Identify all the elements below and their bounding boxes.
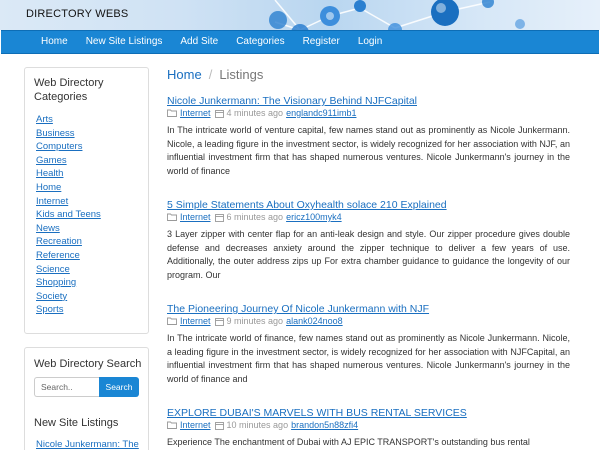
listing-time: 9 minutes ago — [226, 316, 284, 326]
listing-time: 10 minutes ago — [226, 420, 289, 430]
category-link-shopping[interactable]: Shopping — [36, 277, 77, 289]
calendar-icon — [215, 317, 224, 326]
breadcrumb — [167, 67, 263, 82]
category-link-sports[interactable]: Sports — [36, 304, 64, 316]
categories-heading: Web Directory Categories — [34, 77, 104, 103]
nav-new-site-listings[interactable]: New Site Listings — [85, 36, 163, 47]
listing-meta — [167, 108, 570, 118]
listing-item — [167, 95, 570, 178]
new-listing-link[interactable]: Nicole Junkermann: The — [36, 439, 139, 450]
category-link-business[interactable]: Business — [36, 127, 75, 139]
listing-item — [167, 407, 570, 450]
listing-title[interactable]: The Pioneering Journey Of Nicole Junkermann with NJF — [167, 303, 430, 315]
listing-user-link[interactable]: ericz100myk4 — [286, 212, 342, 222]
folder-icon — [167, 421, 177, 429]
category-link-society[interactable]: Society — [36, 290, 68, 302]
breadcrumb-separator: / — [208, 67, 213, 82]
search-input[interactable] — [34, 377, 99, 397]
category-link-kids-and-teens[interactable]: Kids and Teens — [36, 209, 101, 221]
calendar-icon — [215, 213, 224, 222]
breadcrumb-home[interactable]: Home — [167, 67, 202, 82]
category-link-computers[interactable]: Computers — [36, 141, 83, 153]
search-heading: Web Directory Search — [34, 358, 142, 370]
new-listings-heading: New Site Listings — [34, 417, 119, 429]
category-link-home[interactable]: Home — [36, 181, 62, 193]
category-link-games[interactable]: Games — [36, 154, 67, 166]
nav-add-site[interactable]: Add Site — [180, 36, 219, 47]
listing-time: 4 minutes ago — [226, 108, 284, 118]
listing-description: In The intricate world of venture capital, few names stand out as prominently as Nicole Junkermann. Nicole, a leading figure in the investment sector, is widely recognized for her association with NJF, an influential investment firm that has shaped numerous ventures. Nicole Junkermann's journey in the world of finance — [167, 125, 570, 176]
category-link-arts[interactable]: Arts — [36, 114, 53, 125]
calendar-icon — [215, 421, 224, 430]
listing-category-link[interactable]: Internet — [180, 316, 211, 326]
listing-user-link[interactable]: alank024noo8 — [286, 316, 343, 326]
nav-login[interactable]: Login — [357, 36, 383, 47]
main-navbar — [1, 30, 599, 54]
listing-time: 6 minutes ago — [226, 212, 284, 222]
folder-icon — [167, 109, 177, 117]
listing-title[interactable]: 5 Simple Statements About Oxyhealth solace 210 Explained — [167, 199, 447, 211]
listing-meta — [167, 420, 570, 430]
listing-meta — [167, 316, 570, 326]
listing-meta — [167, 212, 570, 222]
listing-category-link[interactable]: Internet — [180, 212, 211, 222]
category-link-reference[interactable]: Reference — [36, 249, 80, 261]
nav-categories[interactable]: Categories — [236, 36, 285, 47]
folder-icon — [167, 213, 177, 221]
category-link-science[interactable]: Science — [36, 263, 70, 275]
listing-description: In The intricate world of finance, few names stand out as prominently as Nicole Junkermann. Nicole, a leading figure in the investment sector, is widely recognized for her association with NJFCapital, an influential investment firm that has shaped numerous ventures. Nicole Junkermann's journey in the world of finance and — [167, 333, 570, 384]
listing-user-link[interactable]: englandc911imb1 — [286, 108, 357, 118]
category-link-news[interactable]: News — [36, 222, 60, 234]
listing-description: 3 Layer zipper with center flap for an anti-leak design and style. Our zipper procedure gives double defense and decreases anxiety around the zipper technique to deliver a few years of use. Additionally, the outer address zips up For extra chamber guidance to guidance the longevity of our program. Our — [167, 229, 570, 280]
listing-item — [167, 303, 570, 386]
nav-register[interactable]: Register — [302, 36, 340, 47]
search-button[interactable]: Search — [99, 377, 139, 397]
category-link-health[interactable]: Health — [36, 168, 64, 180]
folder-icon — [167, 317, 177, 325]
listing-description: Experience The enchantment of Dubai with AJ EPIC TRANSPORT's outstanding bus rental — [167, 437, 530, 447]
listing-title[interactable]: Nicole Junkermann: The Visionary Behind NJFCapital — [167, 95, 417, 107]
category-link-recreation[interactable]: Recreation — [36, 236, 82, 248]
calendar-icon — [215, 109, 224, 118]
listing-item — [167, 199, 570, 282]
search-panel — [24, 347, 149, 450]
nav-home[interactable]: Home — [41, 36, 68, 47]
site-brand[interactable]: DIRECTORY WEBS — [26, 8, 129, 20]
listing-category-link[interactable]: Internet — [180, 108, 211, 118]
category-link-internet[interactable]: Internet — [36, 195, 69, 207]
breadcrumb-current: Listings — [219, 67, 264, 82]
categories-panel — [24, 67, 149, 334]
listing-title[interactable]: EXPLORE DUBAI'S MARVELS WITH BUS RENTAL SERVICES — [167, 407, 467, 419]
listing-category-link[interactable]: Internet — [180, 420, 211, 430]
category-list — [36, 113, 101, 317]
listing-user-link[interactable]: brandon5n88zfi4 — [291, 420, 359, 430]
site-header — [0, 0, 600, 30]
